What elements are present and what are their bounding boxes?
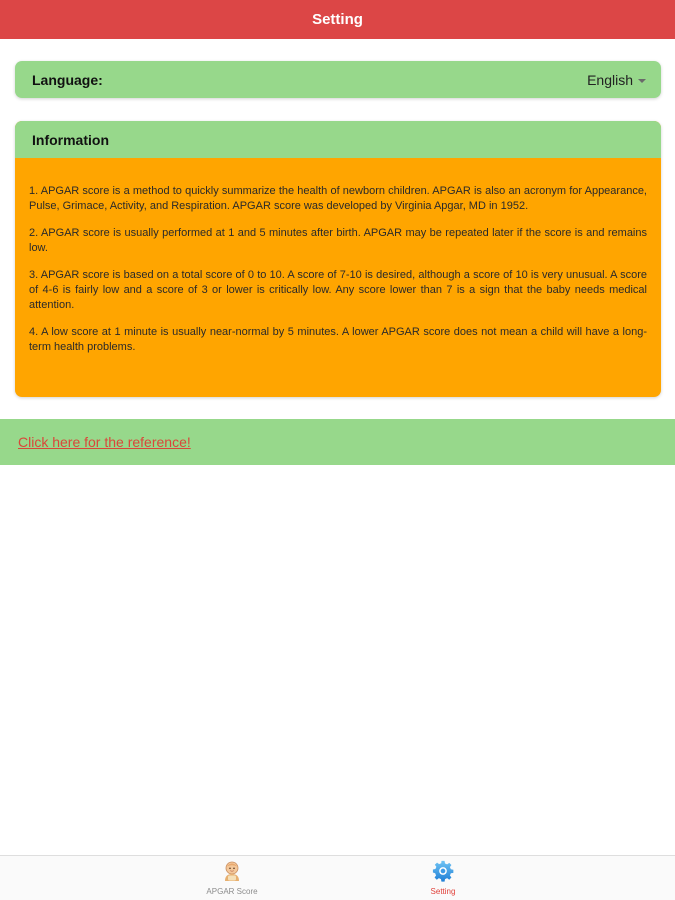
tab-setting-label: Setting bbox=[430, 887, 456, 896]
gear-icon bbox=[432, 860, 454, 882]
bottom-tab-bar bbox=[0, 855, 675, 900]
reference-bar bbox=[0, 419, 675, 465]
language-select[interactable] bbox=[587, 72, 646, 88]
tab-setting[interactable] bbox=[383, 860, 503, 900]
caret-down-icon bbox=[638, 79, 646, 83]
language-selected-value: English bbox=[587, 71, 633, 88]
info-paragraph-4: 4. A low score at 1 minute is usually near-normal by 5 minutes. A lower APGAR score does not mean a child will have a long-term health problems. bbox=[29, 326, 647, 353]
info-paragraph-1: 1. APGAR score is a method to quickly summarize the health of newborn children. APGAR is also an acronym for Appearance, Pulse, Grimace, Activity, and Respiration. APGAR score was developed by Virginia Apgar, MD in 1952. bbox=[29, 185, 647, 212]
language-label: Language: bbox=[32, 71, 103, 88]
information-body bbox=[15, 158, 661, 355]
tab-apgar-score-label: APGAR Score bbox=[206, 887, 258, 896]
baby-icon bbox=[221, 860, 243, 882]
top-bar bbox=[0, 0, 675, 39]
tab-apgar-score[interactable] bbox=[172, 860, 292, 900]
information-title: Information bbox=[32, 131, 109, 148]
info-paragraph-2: 2. APGAR score is usually performed at 1 and 5 minutes after birth. APGAR may be repeated later if the score is and remains low. bbox=[29, 227, 647, 254]
info-paragraph-3: 3. APGAR score is based on a total score of 0 to 10. A score of 7-10 is desired, although a score of 10 is very unusual. A score of 4-6 is fairly low and a score of 3 or lower is critically low. Any score lower than 7 is a sign that the baby needs medical attention. bbox=[29, 269, 647, 311]
information-header bbox=[15, 121, 661, 158]
page-title: Setting bbox=[312, 11, 363, 28]
information-card bbox=[15, 121, 661, 397]
language-card bbox=[15, 61, 661, 98]
reference-link[interactable]: Click here for the reference! bbox=[18, 434, 191, 450]
